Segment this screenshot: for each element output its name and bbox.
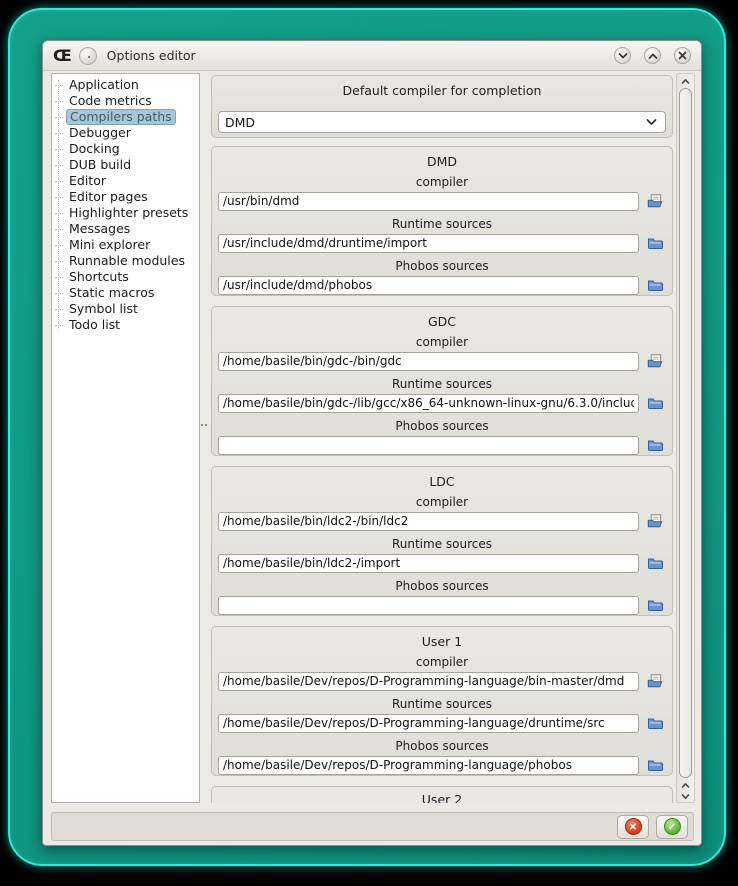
tree-stub xyxy=(55,85,63,86)
runtime-sources-label: Runtime sources xyxy=(391,377,493,391)
ldc-phobos-input[interactable] xyxy=(218,596,639,615)
scroll-down-button[interactable] xyxy=(677,791,694,802)
phobos-sources-label: Phobos sources xyxy=(395,739,489,753)
sidebar-item-static-macros[interactable]: Static macros xyxy=(52,285,199,301)
sidebar-item-editor[interactable]: Editor xyxy=(52,173,199,189)
folder-icon xyxy=(647,236,663,250)
dmd-phobos-input[interactable] xyxy=(218,276,639,295)
titlebar[interactable] xyxy=(43,41,701,71)
gdc-group xyxy=(211,306,673,456)
browse-folder-button[interactable] xyxy=(644,755,666,775)
sidebar-item-todo-list[interactable]: Todo list xyxy=(52,317,199,333)
splitter-handle[interactable] xyxy=(201,424,208,427)
tree-stub xyxy=(55,133,63,134)
tree-stub xyxy=(55,293,63,294)
shade-button[interactable] xyxy=(614,47,631,64)
group-title: Default compiler for completion xyxy=(342,83,542,98)
open-file-icon xyxy=(647,674,663,688)
group-title: User 2 xyxy=(421,792,463,803)
browse-folder-button[interactable] xyxy=(644,275,666,295)
chevron-down-icon xyxy=(646,118,657,126)
dmd-group xyxy=(211,146,673,296)
user2-group xyxy=(211,786,673,803)
sidebar-item-editor-pages[interactable]: Editor pages xyxy=(52,189,199,205)
coedit-logo-icon: Œ xyxy=(53,45,71,65)
dialog-button-bar xyxy=(51,812,694,841)
phobos-sources-label: Phobos sources xyxy=(395,579,489,593)
chevron-up-icon xyxy=(681,782,690,789)
close-button[interactable] xyxy=(674,47,691,64)
scrollbar-thumb[interactable] xyxy=(679,88,692,778)
chevron-down-icon xyxy=(618,52,628,60)
chevron-up-icon xyxy=(648,52,658,60)
open-file-icon xyxy=(647,194,663,208)
browse-file-button[interactable] xyxy=(644,191,666,211)
sidebar-item-code-metrics[interactable]: Code metrics xyxy=(52,93,199,109)
group-title: User 1 xyxy=(421,634,463,649)
sidebar-item-runnable-modules[interactable]: Runnable modules xyxy=(52,253,199,269)
tree-stub xyxy=(55,261,63,262)
cancel-icon: ✕ xyxy=(625,818,642,835)
folder-icon xyxy=(647,438,663,452)
scroll-up-button[interactable] xyxy=(677,76,694,87)
gdc-runtime-input[interactable] xyxy=(218,394,639,413)
options-editor-window xyxy=(42,40,702,846)
browse-folder-button[interactable] xyxy=(644,393,666,413)
browse-file-button[interactable] xyxy=(644,511,666,531)
chevron-down-icon xyxy=(681,793,690,800)
open-file-icon xyxy=(647,514,663,528)
folder-icon xyxy=(647,278,663,292)
close-icon xyxy=(678,51,687,60)
user1-runtime-input[interactable] xyxy=(218,714,639,733)
window-title: Options editor xyxy=(106,48,196,63)
accept-button[interactable] xyxy=(656,815,688,839)
runtime-sources-label: Runtime sources xyxy=(391,537,493,551)
group-title: GDC xyxy=(427,314,457,329)
scroll-up-button-secondary[interactable] xyxy=(677,780,694,791)
browse-folder-button[interactable] xyxy=(644,553,666,573)
sidebar-item-messages[interactable]: Messages xyxy=(52,221,199,237)
open-file-icon xyxy=(647,354,663,368)
tree-stub xyxy=(55,277,63,278)
sidebar-item-shortcuts[interactable]: Shortcuts xyxy=(52,269,199,285)
ok-icon: ✓ xyxy=(664,818,681,835)
sidebar-item-docking[interactable]: Docking xyxy=(52,141,199,157)
gdc-compiler-input[interactable] xyxy=(218,352,639,371)
tree-stub xyxy=(55,229,63,230)
ldc-runtime-input[interactable] xyxy=(218,554,639,573)
category-list xyxy=(51,73,200,803)
window-menu-button[interactable] xyxy=(79,47,97,65)
tree-stub xyxy=(55,213,63,214)
desktop-frame xyxy=(8,8,726,866)
browse-file-button[interactable] xyxy=(644,671,666,691)
compiler-label: compiler xyxy=(415,335,469,349)
compiler-label: compiler xyxy=(415,655,469,669)
runtime-sources-label: Runtime sources xyxy=(391,697,493,711)
vertical-scrollbar[interactable] xyxy=(676,73,695,803)
tree-stub xyxy=(55,245,63,246)
tree-stub xyxy=(55,325,63,326)
tree-stub xyxy=(55,117,63,118)
dmd-compiler-input[interactable] xyxy=(218,192,639,211)
compiler-label: compiler xyxy=(415,495,469,509)
sidebar-item-mini-explorer[interactable]: Mini explorer xyxy=(52,237,199,253)
tree-stub xyxy=(55,181,63,182)
folder-icon xyxy=(647,556,663,570)
default-compiler-select[interactable] xyxy=(218,111,666,133)
compilers-paths-panel xyxy=(211,73,673,803)
group-title: DMD xyxy=(426,154,458,169)
phobos-sources-label: Phobos sources xyxy=(395,419,489,433)
tree-line xyxy=(58,80,59,330)
default-compiler-group xyxy=(211,75,673,138)
tree-stub xyxy=(55,149,63,150)
user1-compiler-input[interactable] xyxy=(218,672,639,691)
folder-icon xyxy=(647,716,663,730)
browse-folder-button[interactable] xyxy=(644,233,666,253)
sidebar-item-compilers-paths[interactable]: Compilers paths xyxy=(52,109,199,125)
sidebar-item-dub-build[interactable]: DUB build xyxy=(52,157,199,173)
folder-icon xyxy=(647,598,663,612)
sidebar-item-application[interactable]: Application xyxy=(52,77,199,93)
browse-file-button[interactable] xyxy=(644,351,666,371)
tree-stub xyxy=(55,309,63,310)
ldc-compiler-input[interactable] xyxy=(218,512,639,531)
folder-icon xyxy=(647,758,663,772)
sidebar-item-highlighter-presets[interactable]: Highlighter presets xyxy=(52,205,199,221)
browse-folder-button[interactable] xyxy=(644,595,666,615)
sidebar-item-symbol-list[interactable]: Symbol list xyxy=(52,301,199,317)
browse-folder-button[interactable] xyxy=(644,713,666,733)
folder-icon xyxy=(647,396,663,410)
user1-group xyxy=(211,626,673,776)
cancel-button[interactable] xyxy=(617,815,649,839)
unshade-button[interactable] xyxy=(644,47,661,64)
group-title: LDC xyxy=(429,474,455,489)
selected-compiler: DMD xyxy=(225,114,256,130)
compiler-label: compiler xyxy=(415,175,469,189)
chevron-up-icon xyxy=(681,78,690,85)
phobos-sources-label: Phobos sources xyxy=(395,259,489,273)
ldc-group xyxy=(211,466,673,616)
tree-stub xyxy=(55,101,63,102)
tree-stub xyxy=(55,197,63,198)
sidebar-item-debugger[interactable]: Debugger xyxy=(52,125,199,141)
user1-phobos-input[interactable] xyxy=(218,756,639,775)
tree-stub xyxy=(55,165,63,166)
gdc-phobos-input[interactable] xyxy=(218,436,639,455)
browse-folder-button[interactable] xyxy=(644,435,666,455)
dmd-runtime-input[interactable] xyxy=(218,234,639,253)
runtime-sources-label: Runtime sources xyxy=(391,217,493,231)
